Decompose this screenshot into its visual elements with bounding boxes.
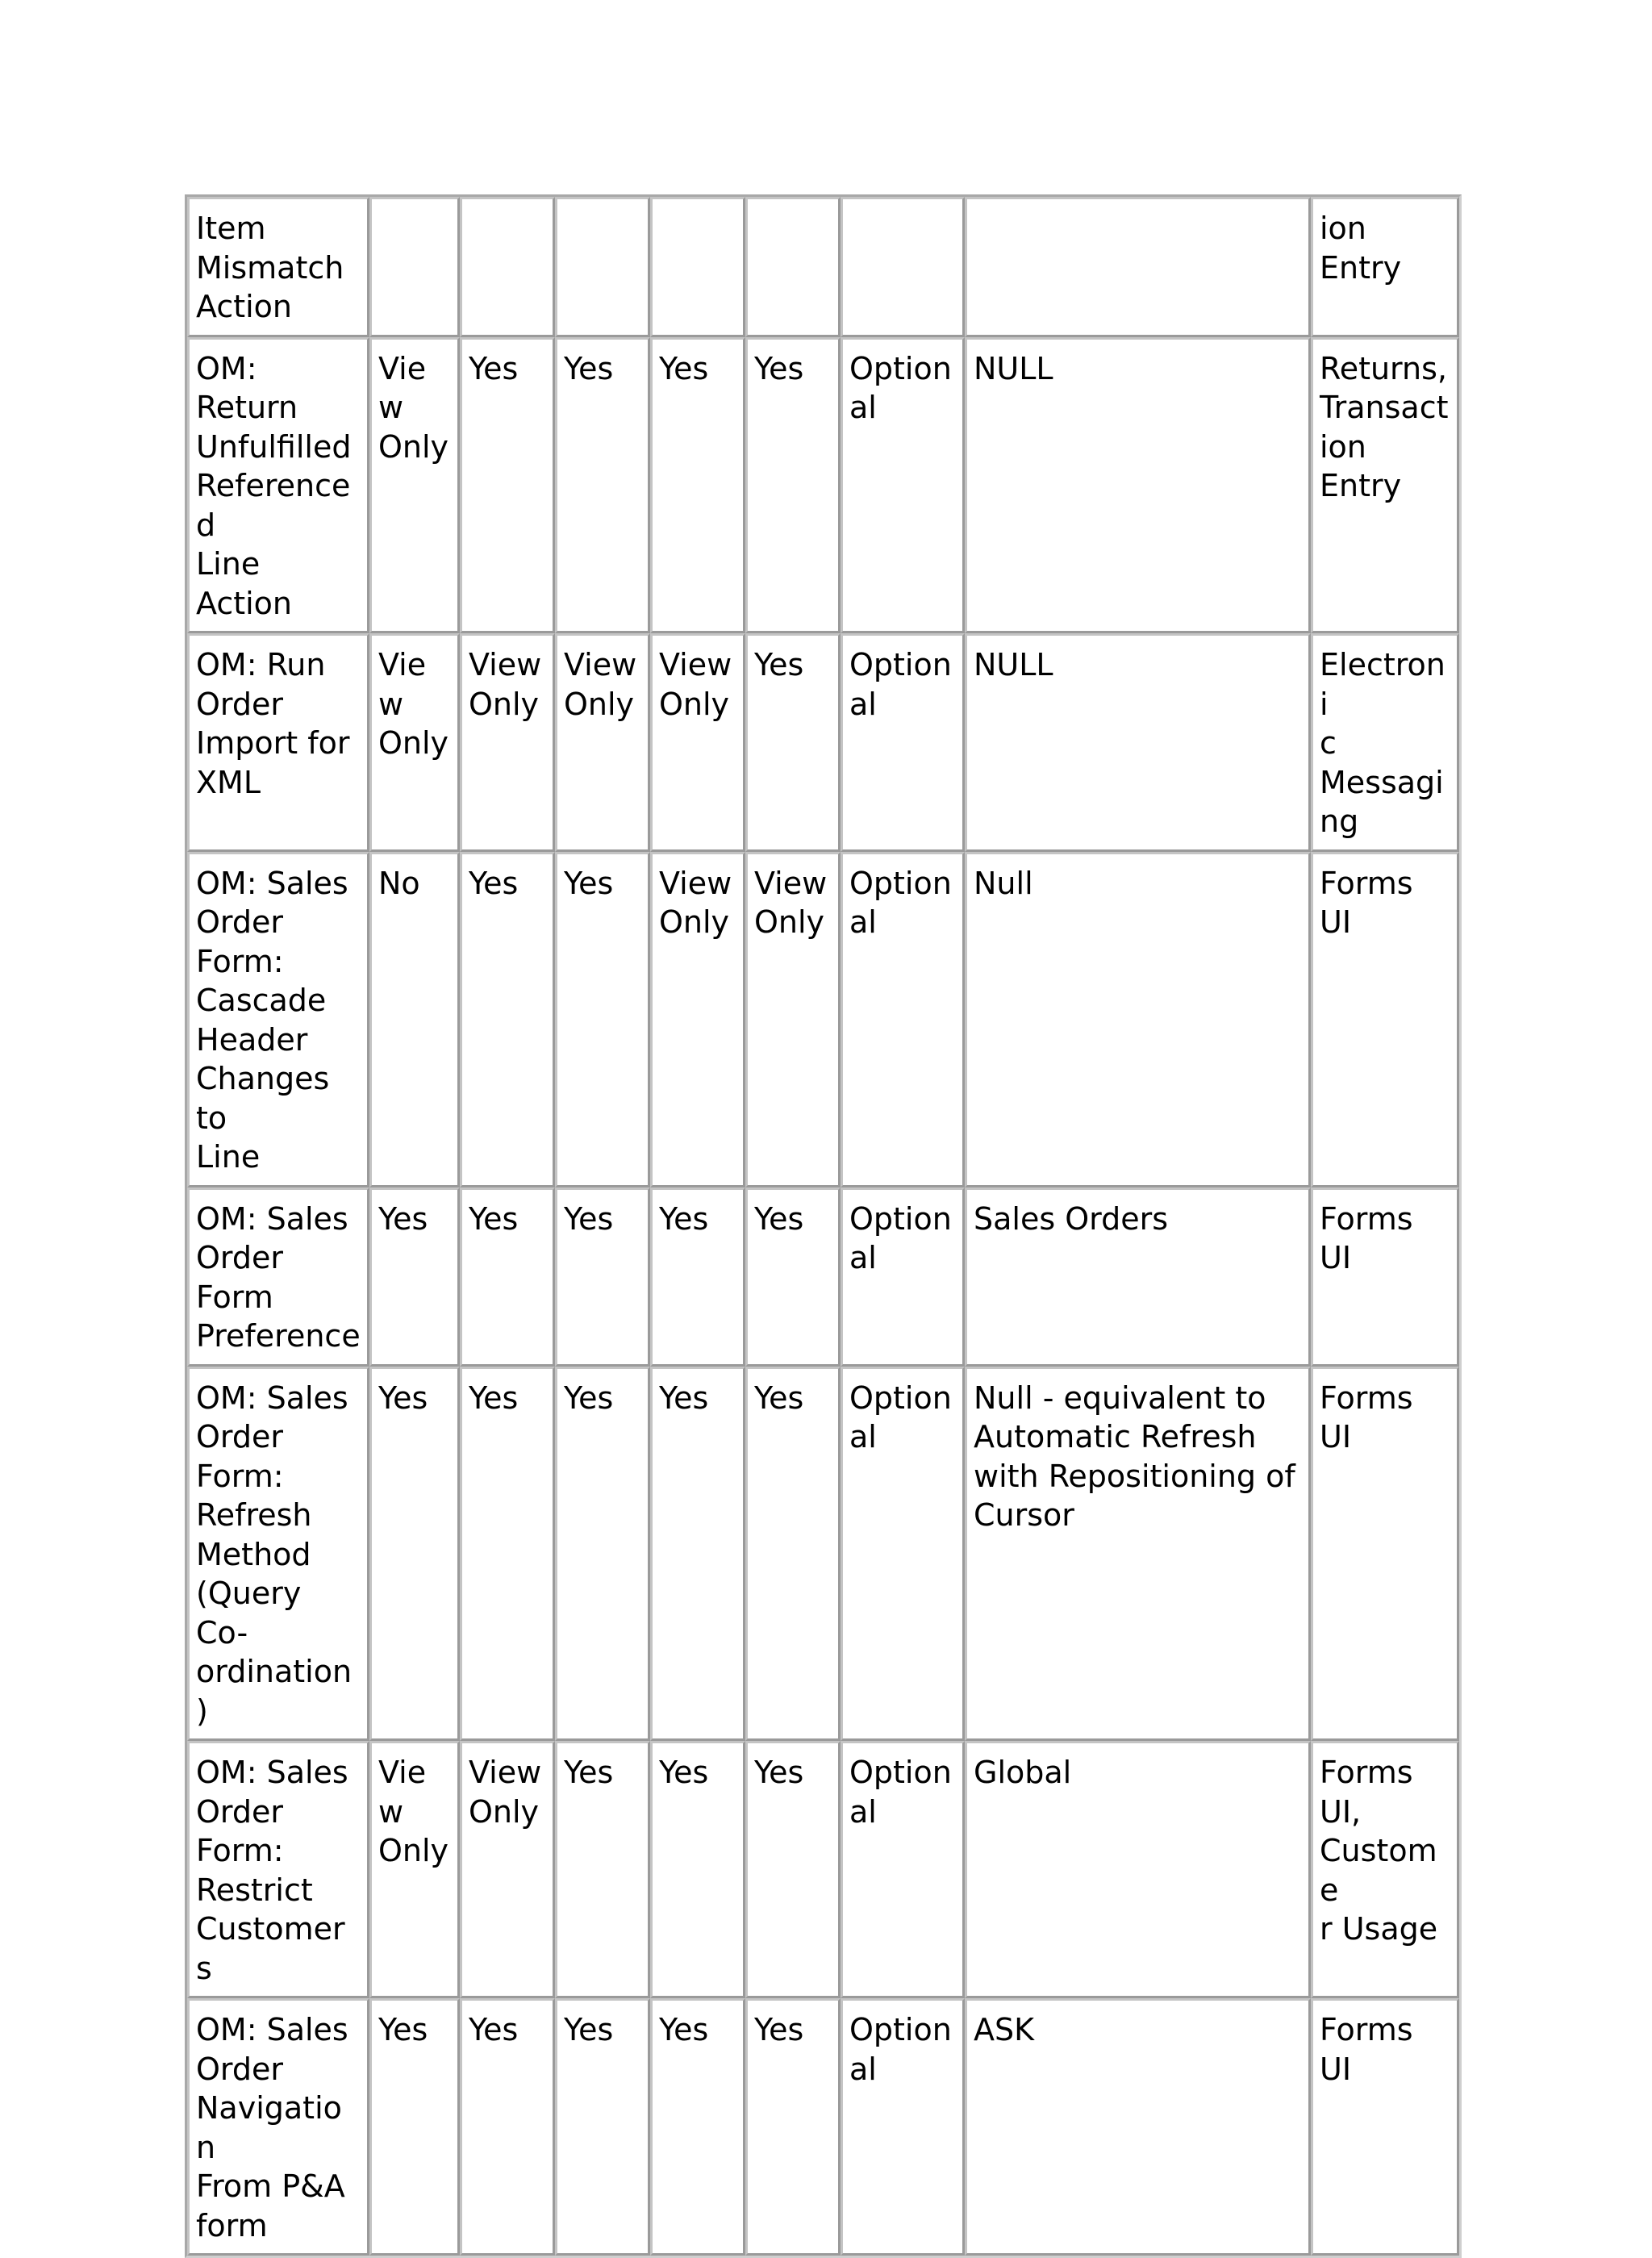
access-level-5-cell xyxy=(745,852,841,1187)
access-level-5-cell xyxy=(745,1187,841,1367)
required-flag: Option al xyxy=(849,1755,952,1830)
access-level-4-cell xyxy=(650,1741,745,1998)
access-level-1-cell xyxy=(369,1741,460,1998)
profile-option-name: OM: Sales Order Form: Cascade Header Changes to Line xyxy=(196,865,348,1175)
functional-area: Forms UI, Custome r Usage xyxy=(1320,1755,1438,1947)
access-level-2-cell xyxy=(460,1367,555,1742)
access-level-4-cell xyxy=(650,1367,745,1742)
functional-area-cell xyxy=(1311,337,1459,634)
profile-option-name-cell xyxy=(187,852,369,1187)
access-level-3: Yes xyxy=(564,865,614,901)
access-level-1: Yes xyxy=(378,1200,428,1237)
required-flag-cell xyxy=(841,1741,965,1998)
functional-area: Forms UI xyxy=(1320,1379,1413,1455)
default-value: Global xyxy=(974,1755,1072,1790)
access-level-2-cell xyxy=(460,1187,555,1367)
required-flag: Option al xyxy=(849,350,952,425)
access-level-4: Yes xyxy=(659,350,709,386)
default-value: Null xyxy=(974,865,1033,901)
access-level-2: Yes xyxy=(469,2012,519,2047)
access-level-3-cell xyxy=(555,1998,650,2256)
access-level-2: Yes xyxy=(469,865,519,901)
functional-area-cell xyxy=(1311,1998,1459,2256)
functional-area: Returns, Transact ion Entry xyxy=(1320,350,1449,503)
required-flag-cell xyxy=(841,1367,965,1742)
access-level-2-cell xyxy=(460,633,555,852)
functional-area: Electroni c Messagi ng xyxy=(1320,647,1446,839)
access-level-4: Yes xyxy=(659,1755,709,1790)
table-row xyxy=(187,1187,1459,1367)
access-level-4: View Only xyxy=(659,865,732,940)
table-row xyxy=(187,1998,1459,2256)
required-flag-cell xyxy=(841,197,965,337)
access-level-1-cell xyxy=(369,197,460,337)
access-level-5: Yes xyxy=(754,647,804,682)
default-value: Null - equivalent to Automatic Refresh with Repositioning of Cursor xyxy=(974,1379,1295,1533)
access-level-1-cell xyxy=(369,1187,460,1367)
profile-option-name: OM: Sales Order Navigation From P&A form xyxy=(196,2012,348,2243)
access-level-3-cell xyxy=(555,197,650,337)
required-flag-cell xyxy=(841,337,965,634)
access-level-5: Yes xyxy=(754,1200,804,1237)
table-body xyxy=(187,197,1459,2256)
default-value-cell xyxy=(965,197,1311,337)
table-row xyxy=(187,633,1459,852)
access-level-4-cell xyxy=(650,337,745,634)
required-flag: Option al xyxy=(849,1200,952,1275)
access-level-4-cell xyxy=(650,1998,745,2256)
default-value-cell xyxy=(965,852,1311,1187)
access-level-5-cell xyxy=(745,1367,841,1742)
functional-area-cell xyxy=(1311,1741,1459,1998)
access-level-1: No xyxy=(378,865,420,901)
access-level-5-cell xyxy=(745,337,841,634)
access-level-2: View Only xyxy=(469,1755,542,1830)
access-level-2: Yes xyxy=(469,350,519,386)
required-flag: Option al xyxy=(849,1379,952,1455)
profile-option-name-cell xyxy=(187,1187,369,1367)
profile-option-name-cell xyxy=(187,633,369,852)
access-level-4-cell xyxy=(650,852,745,1187)
profile-option-name-cell xyxy=(187,1998,369,2256)
default-value-cell xyxy=(965,633,1311,852)
access-level-5-cell xyxy=(745,197,841,337)
access-level-4: View Only xyxy=(659,647,732,722)
profile-option-name: OM: Sales Order Form Preference xyxy=(196,1200,361,1354)
table-row xyxy=(187,197,1459,337)
required-flag-cell xyxy=(841,852,965,1187)
default-value: NULL xyxy=(974,350,1053,386)
default-value-cell xyxy=(965,1741,1311,1998)
access-level-5: Yes xyxy=(754,1755,804,1790)
access-level-3-cell xyxy=(555,1741,650,1998)
access-level-3: Yes xyxy=(564,350,614,386)
access-level-1: View Only xyxy=(378,1755,449,1868)
access-level-5-cell xyxy=(745,633,841,852)
access-level-2-cell xyxy=(460,1741,555,1998)
functional-area: Forms UI xyxy=(1320,1200,1413,1275)
access-level-1-cell xyxy=(369,1367,460,1742)
profile-option-name-cell xyxy=(187,1367,369,1742)
access-level-3-cell xyxy=(555,337,650,634)
profile-option-name: Item Mismatch Action xyxy=(196,211,344,324)
functional-area: Forms UI xyxy=(1320,2012,1413,2087)
access-level-2-cell xyxy=(460,197,555,337)
required-flag: Option al xyxy=(849,2012,952,2087)
access-level-2-cell xyxy=(460,337,555,634)
access-level-5-cell xyxy=(745,1998,841,2256)
access-level-1-cell xyxy=(369,633,460,852)
functional-area-cell xyxy=(1311,197,1459,337)
table-row xyxy=(187,1367,1459,1742)
access-level-4: Yes xyxy=(659,1200,709,1237)
access-level-5-cell xyxy=(745,1741,841,1998)
access-level-3-cell xyxy=(555,852,650,1187)
profile-option-name-cell xyxy=(187,1741,369,1998)
profile-option-name: OM: Sales Order Form: Refresh Method (Query Co- ordination) xyxy=(196,1379,353,1729)
profile-option-name-cell xyxy=(187,337,369,634)
access-level-3: Yes xyxy=(564,1755,614,1790)
default-value-cell xyxy=(965,337,1311,634)
required-flag: Option al xyxy=(849,865,952,940)
access-level-1: Yes xyxy=(378,1379,428,1416)
table-row xyxy=(187,337,1459,634)
access-level-3: Yes xyxy=(564,2012,614,2047)
functional-area: Forms UI xyxy=(1320,865,1413,940)
access-level-3-cell xyxy=(555,1187,650,1367)
required-flag-cell xyxy=(841,1187,965,1367)
default-value: ASK xyxy=(974,2012,1035,2047)
access-level-3-cell xyxy=(555,1367,650,1742)
access-level-4-cell xyxy=(650,633,745,852)
access-level-4: Yes xyxy=(659,1379,709,1416)
access-level-4-cell xyxy=(650,1187,745,1367)
functional-area-cell xyxy=(1311,633,1459,852)
profile-option-name: OM: Return Unfulfilled Referenced Line Action xyxy=(196,350,352,621)
access-level-3-cell xyxy=(555,633,650,852)
access-level-2: View Only xyxy=(469,647,542,722)
access-level-3: Yes xyxy=(564,1379,614,1416)
access-level-2-cell xyxy=(460,852,555,1187)
profile-options-table xyxy=(185,194,1462,2258)
required-flag-cell xyxy=(841,633,965,852)
access-level-3: View Only xyxy=(564,647,637,722)
access-level-5: Yes xyxy=(754,1379,804,1416)
table-row xyxy=(187,852,1459,1187)
default-value: Sales Orders xyxy=(974,1200,1169,1237)
access-level-3: Yes xyxy=(564,1200,614,1237)
access-level-1: View Only xyxy=(378,350,449,465)
functional-area-cell xyxy=(1311,852,1459,1187)
default-value-cell xyxy=(965,1187,1311,1367)
profile-option-name-cell xyxy=(187,197,369,337)
default-value-cell xyxy=(965,1998,1311,2256)
required-flag: Option al xyxy=(849,647,952,722)
access-level-2-cell xyxy=(460,1998,555,2256)
access-level-4: Yes xyxy=(659,2012,709,2047)
default-value: NULL xyxy=(974,647,1053,682)
access-level-1: View Only xyxy=(378,647,449,761)
functional-area-cell xyxy=(1311,1187,1459,1367)
access-level-2: Yes xyxy=(469,1200,519,1237)
access-level-5: Yes xyxy=(754,2012,804,2047)
profile-option-name: OM: Run Order Import for XML xyxy=(196,647,350,800)
access-level-1-cell xyxy=(369,1998,460,2256)
required-flag-cell xyxy=(841,1998,965,2256)
profile-option-name: OM: Sales Order Form: Restrict Customers xyxy=(196,1755,348,1986)
default-value-cell xyxy=(965,1367,1311,1742)
access-level-5: Yes xyxy=(754,350,804,386)
functional-area: ion Entry xyxy=(1320,211,1402,286)
table-row xyxy=(187,1741,1459,1998)
access-level-1-cell xyxy=(369,852,460,1187)
access-level-1: Yes xyxy=(378,2012,428,2047)
functional-area-cell xyxy=(1311,1367,1459,1742)
access-level-1-cell xyxy=(369,337,460,634)
access-level-4-cell xyxy=(650,197,745,337)
access-level-2: Yes xyxy=(469,1379,519,1416)
access-level-5: View Only xyxy=(754,865,828,940)
